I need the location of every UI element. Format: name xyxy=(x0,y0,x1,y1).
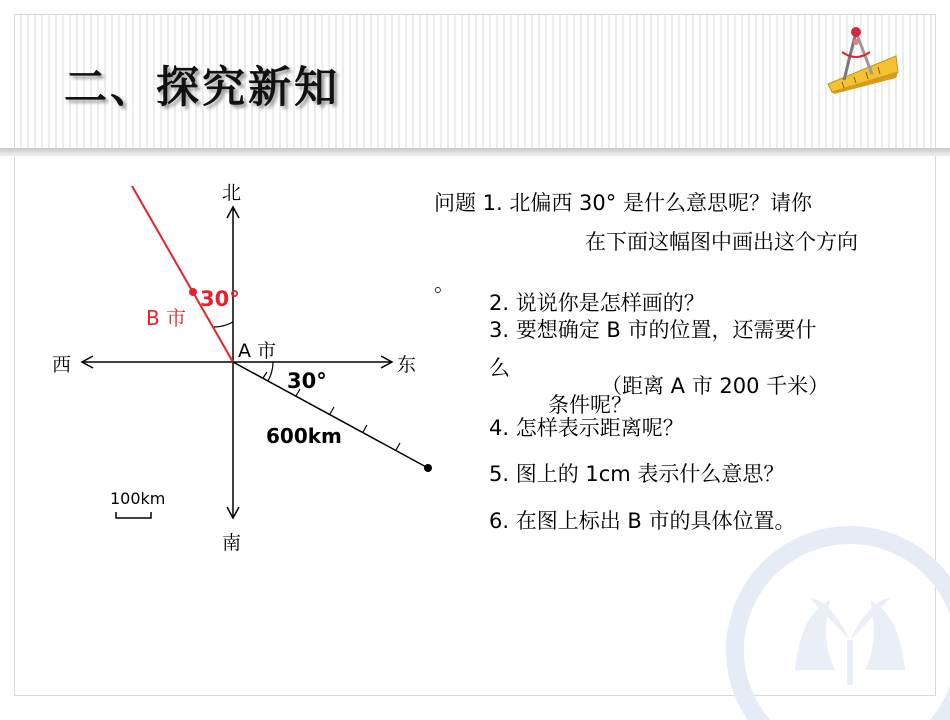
question-6: 6. 在图上标出 B 市的具体位置。 xyxy=(489,509,796,533)
scale-label: 100km xyxy=(110,489,166,508)
slide-title: 二、探究新知 xyxy=(64,63,340,113)
north-label: 北 xyxy=(222,182,242,204)
east-angle-label: 30° xyxy=(287,369,327,393)
b-city-label: B 市 xyxy=(146,306,187,330)
tick-mark xyxy=(263,372,267,378)
scale-bar xyxy=(116,512,151,518)
a-city-label: A 市 xyxy=(238,340,277,362)
question-1-line-3: 。 xyxy=(434,272,455,296)
north-angle-label: 30° xyxy=(200,287,240,311)
question-1-line-2: 在下面这幅图中画出这个方向 xyxy=(585,230,858,254)
question-3-line-3: 条件呢？ xyxy=(548,393,632,417)
east-angle-arc xyxy=(268,362,273,381)
destination-point xyxy=(424,464,432,472)
east-label: 东 xyxy=(397,354,417,376)
distance-label: 600km xyxy=(266,424,342,448)
distance-ray xyxy=(233,362,428,468)
question-2: 2. 说说你是怎样画的？ xyxy=(489,291,705,315)
tick-mark xyxy=(396,443,400,450)
b-city-point xyxy=(189,288,197,296)
tick-mark xyxy=(330,407,334,414)
question-5: 5. 图上的 1cm 表示什么意思？ xyxy=(489,462,785,486)
question-1-line-1: 问题 1. 北偏西 30° 是什么意思呢？请你 xyxy=(434,191,812,215)
west-label: 西 xyxy=(52,354,72,376)
north-angle-arc xyxy=(214,322,233,327)
south-label: 南 xyxy=(222,532,242,554)
question-3-line-1: 3. 要想确定 B 市的位置，还需要什 xyxy=(489,318,817,342)
question-4: 4. 怎样表示距离呢？ xyxy=(489,416,684,440)
question-3-answer: （距离 A 市 200 千米） xyxy=(601,374,830,398)
question-3-line-2: 么 xyxy=(489,356,510,380)
b-city-direction-ray xyxy=(132,186,233,362)
tick-mark xyxy=(363,425,367,432)
